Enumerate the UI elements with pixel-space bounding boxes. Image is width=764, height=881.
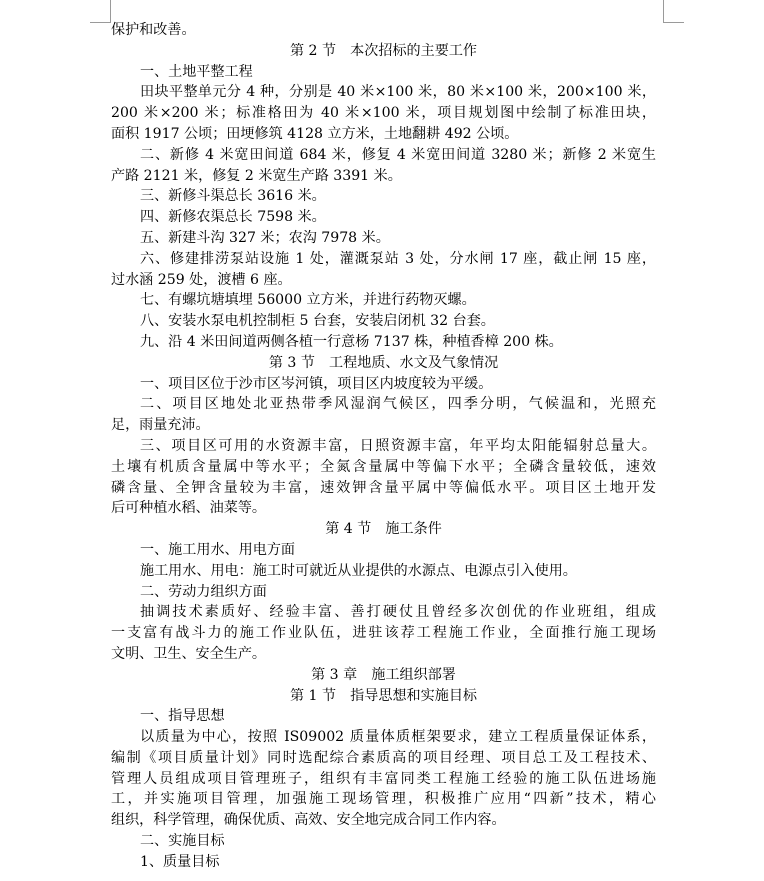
- paragraph-line: 施工用水、用电：施工时可就近从业提供的水源点、电源点引入使用。: [140, 562, 577, 579]
- paragraph-line: 后可种植水稻、油菜等。: [111, 500, 267, 517]
- section-heading: 第 3 节 工程地质、水文及气象情况: [268, 354, 499, 371]
- paragraph-line: 编制《项目质量计划》同时选配综合素质高的项目经理、项目总工及工程技术、: [111, 749, 656, 766]
- paragraph-line: 以质量为中心，按照 IS09002 质量体质框架要求，建立工程质量保证体系，: [140, 729, 656, 746]
- paragraph-line: 磷含量、全钾含量较为丰富，速效钾含量平属中等偏低水平。项目区土地开发: [111, 479, 656, 496]
- paragraph-line: 二、新修 4 米宽田间道 684 米，修复 4 米宽田间道 3280 米；新修 2 米宽生: [140, 146, 656, 163]
- paragraph-line: 组织，科学管理，确保优质、高效、安全地完成合同工作内容。: [111, 812, 506, 829]
- chapter-heading: 第 3 章 施工组织部署: [311, 666, 456, 683]
- paragraph-line: 四、新修农渠总长 7598 米。: [140, 209, 326, 226]
- item-heading: 二、实施目标: [140, 833, 225, 850]
- item-heading: 一、指导思想: [140, 708, 225, 725]
- paragraph-line: 面积 1917 公顷；田埂修筑 4128 立方米，土地翻耕 492 公顷。: [111, 125, 519, 142]
- paragraph-line: 一支富有战斗力的施工作业队伍，进驻该荐工程施工作业，全面推行施工现场: [111, 625, 656, 642]
- paragraph-line: 九、沿 4 米田间道两侧各植一行意杨 7137 株，种植香樟 200 株。: [140, 333, 563, 350]
- paragraph-line: 田块平整单元分 4 种，分别是 40 米×100 米，80 米×100 米，200×100 米，: [140, 84, 656, 101]
- item-heading: 1、质量目标: [140, 853, 220, 870]
- page-corner-mark-right: [663, 0, 684, 23]
- item-heading: 一、土地平整工程: [140, 63, 253, 80]
- paragraph-line: 文明、卫生、安全生产。: [111, 645, 267, 662]
- paragraph-line: 抽调技术素质好、经验丰富、善打硬仗且曾经多次创优的作业班组，组成: [140, 604, 656, 621]
- paragraph-line: 三、项目区可用的水资源丰富，日照资源丰富，年平均太阳能辐射总量大。: [140, 437, 656, 454]
- paragraph-line: 六、修建排涝泵站设施 1 处，灌溉泵站 3 处，分水闸 17 座，截止闸 15 座，: [140, 250, 656, 267]
- paragraph-line: 产路 2121 米，修复 2 米宽生产路 3391 米。: [111, 167, 402, 184]
- paragraph-line: 一、项目区位于沙市区岑河镇，项目区内坡度较为平缓。: [140, 375, 493, 392]
- paragraph-line: 过水涵 259 处，渡槽 6 座。: [111, 271, 292, 288]
- paragraph-line: 土壤有机质含量属中等水平；全氮含量属中等偏下水平；全磷含量较低，速效: [111, 458, 656, 475]
- paragraph-line: 五、新建斗沟 327 米；农沟 7978 米。: [140, 229, 390, 246]
- paragraph-line: 七、有螺坑塘填埋 56000 立方米，并进行药物灭螺。: [140, 292, 476, 309]
- paragraph-line: 工，并实施项目管理，加强施工现场管理，积极推广应用“四新”技术，精心: [111, 791, 656, 808]
- page-corner-mark-left: [90, 0, 111, 23]
- paragraph-line: 三、新修斗渠总长 3616 米。: [140, 188, 326, 205]
- item-heading: 二、劳动力组织方面: [140, 583, 267, 600]
- section-heading: 第 1 节 指导思想和实施目标: [289, 687, 478, 704]
- paragraph-line: 足，雨量充沛。: [111, 417, 210, 434]
- document-body[interactable]: [111, 20, 656, 873]
- section-heading: 第 2 节 本次招标的主要工作: [289, 42, 478, 59]
- paragraph-line: 管理人员组成项目管理班子，组织有丰富同类工程施工经验的施工队伍进场施: [111, 770, 656, 787]
- item-heading: 一、施工用水、用电方面: [140, 541, 296, 558]
- paragraph-line: 保护和改善。: [111, 22, 196, 38]
- paragraph-line: 200 米×200 米；标准格田为 40 米×100 米，项目规划图中绘制了标准田块，: [111, 105, 656, 122]
- section-heading: 第 4 节 施工条件: [325, 521, 442, 538]
- paragraph-line: 二、项目区地处北亚热带季风湿润气候区，四季分明，气候温和，光照充: [140, 396, 656, 413]
- paragraph-line: 八、安装水泵电机控制柜 5 台套，安装启闭机 32 台套。: [140, 313, 495, 330]
